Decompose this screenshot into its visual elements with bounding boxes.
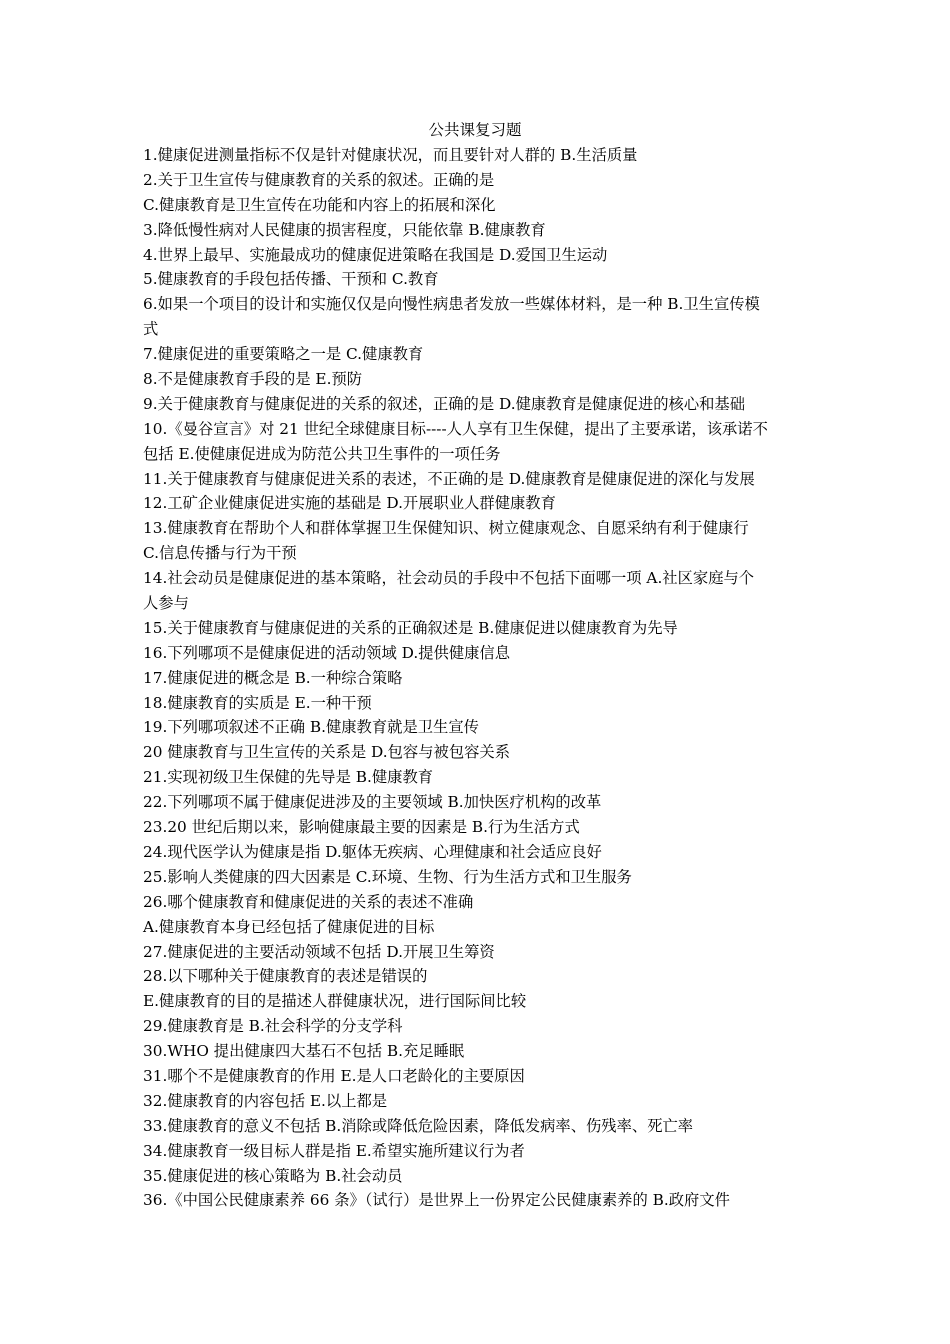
text-line: 33.健康教育的意义不包括 B.消除或降低危险因素，降低发病率、伤残率、死亡率 [143, 1116, 694, 1135]
text-line: E.健康教育的目的是描述人群健康状况，进行国际间比较 [143, 992, 527, 1011]
text-line: 28.以下哪种关于健康教育的表述是错误的 [143, 967, 428, 986]
text-line: 12.工矿企业健康促进实施的基础是 D.开展职业人群健康教育 [143, 494, 556, 513]
text-line: 34.健康教育一级目标人群是指 E.希望实施所建议行为者 [143, 1141, 525, 1160]
text-line: 21.实现初级卫生保健的先导是 B.健康教育 [143, 768, 434, 787]
text-line: 22.下列哪项不属于健康促进涉及的主要领域 B.加快医疗机构的改革 [143, 793, 602, 812]
text-line: 9.关于健康教育与健康促进的关系的叙述，正确的是 D.健康教育是健康促进的核心和基础 [143, 394, 746, 413]
text-line: 20 健康教育与卫生宣传的关系是 D.包容与被包容关系 [143, 743, 511, 762]
text-line: 7.健康促进的重要策略之一是 C.健康教育 [143, 345, 424, 364]
document-title: 公共课复习题 [428, 121, 522, 139]
text-line: 13.健康教育在帮助个人和群体掌握卫生保健知识、树立健康观念、自愿采纳有利于健康行 [143, 519, 749, 538]
text-line: 1.健康促进测量指标不仅是针对健康状况，而且要针对人群的 B.生活质量 [143, 146, 638, 164]
text-line: 14.社会动员是健康促进的基本策略，社会动员的手段中不包括下面哪一项 A.社区家庭与个 [143, 569, 755, 588]
text-line: 23.20 世纪后期以来，影响健康最主要的因素是 B.行为生活方式 [143, 818, 580, 837]
text-line: 30.WHO 提出健康四大基石不包括 B.充足睡眠 [143, 1042, 465, 1061]
text-line: 36.《中国公民健康素养 66 条》（试行）是世界上一份界定公民健康素养的 B.政府文件 [143, 1191, 730, 1210]
text-line: 10.《曼谷宣言》对 21 世纪全球健康目标----人人享有卫生保健，提出了主要承诺，该承诺不 [143, 419, 768, 438]
document-body [143, 143, 813, 1213]
text-line: A.健康教育本身已经包括了健康促进的目标 [143, 917, 435, 936]
text-line: 16.下列哪项不是健康促进的活动领域 D.提供健康信息 [143, 643, 511, 662]
text-line: 17.健康促进的概念是 B.一种综合策略 [143, 668, 403, 687]
text-line: 2.关于卫生宣传与健康教育的关系的叙述。正确的是 [143, 170, 495, 189]
text-line: 包括 E.使健康促进成为防范公共卫生事件的一项任务 [143, 444, 501, 463]
text-line: 18.健康教育的实质是 E.一种干预 [143, 693, 372, 712]
text-line: 29.健康教育是 B.社会科学的分支学科 [143, 1017, 403, 1036]
text-line: 19.下列哪项叙述不正确 B.健康教育就是卫生宣传 [143, 718, 479, 737]
text-line: 人参与 [143, 594, 189, 613]
text-line: C.信息传播与行为干预 [143, 544, 297, 563]
text-line: 6.如果一个项目的设计和实施仅仅是向慢性病患者发放一些媒体材料，是一种 B.卫生宣传模 [143, 295, 760, 314]
text-line: 26.哪个健康教育和健康促进的关系的表述不准确 [143, 892, 474, 911]
text-line: C.健康教育是卫生宣传在功能和内容上的拓展和深化 [143, 195, 496, 214]
text-line: 4.世界上最早、实施最成功的健康促进策略在我国是 D.爱国卫生运动 [143, 245, 608, 264]
text-line: 8.不是健康教育手段的是 E.预防 [143, 370, 363, 389]
text-line: 式 [143, 320, 159, 339]
text-line: 25.影响人类健康的四大因素是 C.环境、生物、行为生活方式和卫生服务 [143, 867, 632, 886]
text-line: 31.哪个不是健康教育的作用 E.是人口老龄化的主要原因 [143, 1066, 525, 1085]
text-line: 35.健康促进的核心策略为 B.社会动员 [143, 1166, 403, 1185]
text-line: 11.关于健康教育与健康促进关系的表述，不正确的是 D.健康教育是健康促进的深化与发展 [143, 469, 755, 488]
text-line: 15.关于健康教育与健康促进的关系的正确叙述是 B.健康促进以健康教育为先导 [143, 618, 678, 637]
text-line: 27.健康促进的主要活动领域不包括 D.开展卫生筹资 [143, 942, 495, 961]
text-line: 5.健康教育的手段包括传播、干预和 C.教育 [143, 270, 439, 289]
text-line: 3.降低慢性病对人民健康的损害程度，只能依靠 B.健康教育 [143, 220, 546, 239]
text-line: 32.健康教育的内容包括 E.以上都是 [143, 1091, 388, 1110]
text-line: 24.现代医学认为健康是指 D.躯体无疾病、心理健康和社会适应良好 [143, 842, 602, 861]
